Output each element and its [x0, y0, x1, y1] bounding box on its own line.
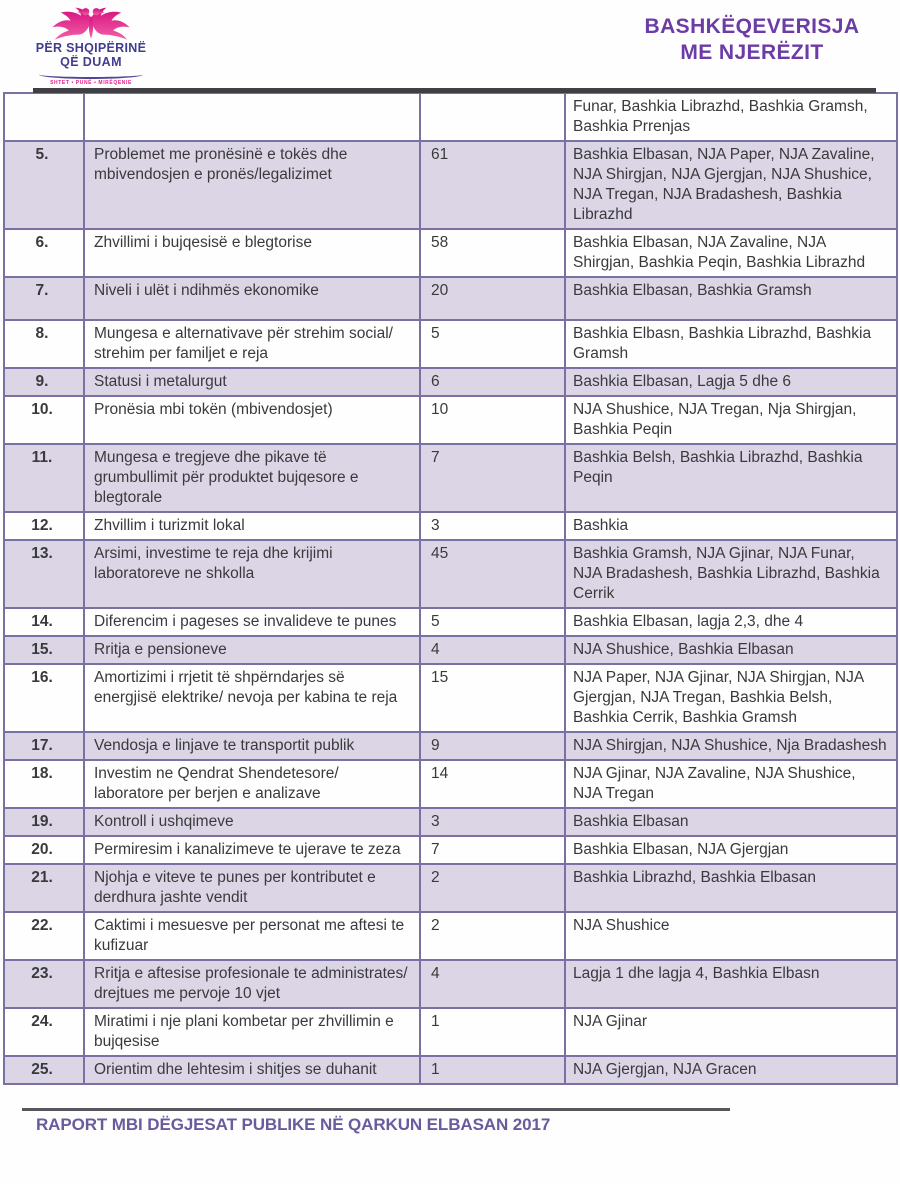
row-number-cell: 12. [4, 512, 84, 540]
table-row [4, 320, 897, 368]
problem-cell: Caktimi i mesuesve per personat me aftesi te kufizuar [84, 912, 420, 960]
problem-cell: Kontroll i ushqimeve [84, 808, 420, 836]
table-row [4, 960, 897, 1008]
report-title: RAPORT MBI DËGJESAT PUBLIKE NË QARKUN ELBASAN 2017 [36, 1115, 551, 1134]
program-title-line2: ME NJERËZIT [680, 41, 824, 64]
problem-cell: Investim ne Qendrat Shendetesore/ laboratore per berjen e analizave [84, 760, 420, 808]
problem-cell: Rritja e pensioneve [84, 636, 420, 664]
problem-cell: Zhvillim i turizmit lokal [84, 512, 420, 540]
locations-cell: Bashkia [565, 512, 897, 540]
count-cell: 3 [420, 512, 565, 540]
row-number-cell: 14. [4, 608, 84, 636]
locations-cell: Bashkia Elbasan [565, 808, 897, 836]
table-row [4, 836, 897, 864]
table-row [4, 664, 897, 732]
table-row [4, 912, 897, 960]
table-row [4, 444, 897, 512]
table-row [4, 368, 897, 396]
locations-cell: NJA Gjergjan, NJA Gracen [565, 1056, 897, 1084]
problem-cell: Mungesa e alternativave për strehim social/ strehim per familjet e reja [84, 320, 420, 368]
count-cell: 2 [420, 912, 565, 960]
locations-cell: NJA Paper, NJA Gjinar, NJA Shirgjan, NJA Gjergjan, NJA Tregan, Bashkia Belsh, Bashkia Cerrik, Bashkia Gramsh [565, 664, 897, 732]
table-row [4, 608, 897, 636]
problem-cell: Rritja e aftesise profesionale te administrates/ drejtues me pervoje 10 vjet [84, 960, 420, 1008]
locations-cell: NJA Gjinar, NJA Zavaline, NJA Shushice, NJA Tregan [565, 760, 897, 808]
count-cell: 4 [420, 636, 565, 664]
logo-title-line1: PËR SHQIPËRINË [35, 41, 147, 55]
table-row [4, 864, 897, 912]
locations-cell: Bashkia Gramsh, NJA Gjinar, NJA Funar, NJA Bradashesh, Bashkia Librazhd, Bashkia Cerrik [565, 540, 897, 608]
count-cell: 6 [420, 368, 565, 396]
locations-cell: Funar, Bashkia Librazhd, Bashkia Gramsh, Bashkia Prrenjas [565, 93, 897, 141]
count-cell: 5 [420, 608, 565, 636]
table-row [4, 277, 897, 320]
locations-cell: NJA Shushice, NJA Tregan, Nja Shirgjan, Bashkia Peqin [565, 396, 897, 444]
locations-cell: NJA Shirgjan, NJA Shushice, Nja Bradashesh [565, 732, 897, 760]
locations-cell: Bashkia Librazhd, Bashkia Elbasan [565, 864, 897, 912]
count-cell: 3 [420, 808, 565, 836]
row-number-cell: 24. [4, 1008, 84, 1056]
table-row [4, 760, 897, 808]
row-number-cell: 6. [4, 229, 84, 277]
table-row [4, 636, 897, 664]
table-row [4, 808, 897, 836]
table-row [4, 229, 897, 277]
locations-cell: NJA Shushice [565, 912, 897, 960]
row-number-cell: 7. [4, 277, 84, 320]
problem-cell: Vendosja e linjave te transportit publik [84, 732, 420, 760]
page-footer [0, 1108, 900, 1135]
program-title-line1: BASHKËQEVERISJA [644, 15, 860, 38]
problem-cell: Zhvillimi i bujqesisë e blegtorise [84, 229, 420, 277]
row-number-cell: 20. [4, 836, 84, 864]
table-row [4, 1008, 897, 1056]
logo-banner-text: SHTET • PUNË • MIRËQENIE [50, 80, 132, 86]
party-logo [30, 5, 152, 86]
row-number-cell: 10. [4, 396, 84, 444]
table-row [4, 512, 897, 540]
row-number-cell: 21. [4, 864, 84, 912]
table-row [4, 93, 897, 141]
count-cell: 15 [420, 664, 565, 732]
row-number-cell: 19. [4, 808, 84, 836]
problem-cell: Problemet me pronësinë e tokës dhe mbivendosjen e pronës/legalizimet [84, 141, 420, 229]
row-number-cell: 9. [4, 368, 84, 396]
problem-cell [84, 93, 420, 141]
locations-cell: Bashkia Elbasan, NJA Paper, NJA Zavaline, NJA Shirgjan, NJA Gjergjan, NJA Shushice, NJA Tregan, NJA Bradashesh, Bashkia Librazhd [565, 141, 897, 229]
count-cell: 20 [420, 277, 565, 320]
count-cell: 2 [420, 864, 565, 912]
count-cell: 61 [420, 141, 565, 229]
problem-cell: Diferencim i pageses se invalideve te punes [84, 608, 420, 636]
problem-cell: Miratimi i nje plani kombetar per zhvillimin e bujqesise [84, 1008, 420, 1056]
count-cell: 7 [420, 444, 565, 512]
row-number-cell: 22. [4, 912, 84, 960]
locations-cell: Bashkia Elbasan, Bashkia Gramsh [565, 277, 897, 320]
problems-table [3, 92, 898, 1085]
problem-cell: Njohja e viteve te punes per kontributet e derdhura jashte vendit [84, 864, 420, 912]
footer-divider [22, 1108, 730, 1111]
scan-top-line [33, 88, 876, 93]
row-number-cell: 23. [4, 960, 84, 1008]
problem-cell: Pronësia mbi tokën (mbivendosjet) [84, 396, 420, 444]
locations-cell: Lagja 1 dhe lagja 4, Bashkia Elbasn [565, 960, 897, 1008]
locations-cell: NJA Shushice, Bashkia Elbasan [565, 636, 897, 664]
problem-cell: Orientim dhe lehtesim i shitjes se duhanit [84, 1056, 420, 1084]
count-cell: 14 [420, 760, 565, 808]
row-number-cell: 11. [4, 444, 84, 512]
problem-cell: Amortizimi i rrjetit të shpërndarjes së energjisë elektrike/ nevoja per kabina te reja [84, 664, 420, 732]
count-cell: 1 [420, 1008, 565, 1056]
logo-title-line2: QË DUAM [60, 55, 122, 69]
locations-cell: Bashkia Elbasan, Lagja 5 dhe 6 [565, 368, 897, 396]
locations-cell: Bashkia Elbasn, Bashkia Librazhd, Bashkia Gramsh [565, 320, 897, 368]
problems-table-wrap [3, 92, 896, 1085]
locations-cell: Bashkia Elbasan, lagja 2,3, dhe 4 [565, 608, 897, 636]
program-title [622, 14, 882, 66]
problem-cell: Permiresim i kanalizimeve te ujerave te zeza [84, 836, 420, 864]
page-header [0, 0, 900, 90]
row-number-cell: 17. [4, 732, 84, 760]
row-number-cell: 16. [4, 664, 84, 732]
row-number-cell: 18. [4, 760, 84, 808]
count-cell: 10 [420, 396, 565, 444]
logo-arc [39, 70, 143, 79]
problem-cell: Arsimi, investime te reja dhe krijimi laboratoreve ne shkolla [84, 540, 420, 608]
count-cell: 1 [420, 1056, 565, 1084]
count-cell: 45 [420, 540, 565, 608]
double-eagle-icon [50, 5, 132, 43]
row-number-cell: 8. [4, 320, 84, 368]
problem-cell: Niveli i ulët i ndihmës ekonomike [84, 277, 420, 320]
table-row [4, 540, 897, 608]
row-number-cell [4, 93, 84, 141]
row-number-cell: 15. [4, 636, 84, 664]
table-row [4, 732, 897, 760]
table-row [4, 396, 897, 444]
count-cell: 5 [420, 320, 565, 368]
row-number-cell: 5. [4, 141, 84, 229]
count-cell: 4 [420, 960, 565, 1008]
locations-cell: Bashkia Elbasan, NJA Zavaline, NJA Shirgjan, Bashkia Peqin, Bashkia Librazhd [565, 229, 897, 277]
problem-cell: Statusi i metalurgut [84, 368, 420, 396]
row-number-cell: 25. [4, 1056, 84, 1084]
count-cell: 9 [420, 732, 565, 760]
row-number-cell: 13. [4, 540, 84, 608]
count-cell: 58 [420, 229, 565, 277]
count-cell: 7 [420, 836, 565, 864]
problem-cell: Mungesa e tregjeve dhe pikave të grumbullimit për produktet bujqesore e blegtorale [84, 444, 420, 512]
count-cell [420, 93, 565, 141]
table-row [4, 141, 897, 229]
table-row [4, 1056, 897, 1084]
locations-cell: Bashkia Belsh, Bashkia Librazhd, Bashkia Peqin [565, 444, 897, 512]
locations-cell: NJA Gjinar [565, 1008, 897, 1056]
locations-cell: Bashkia Elbasan, NJA Gjergjan [565, 836, 897, 864]
